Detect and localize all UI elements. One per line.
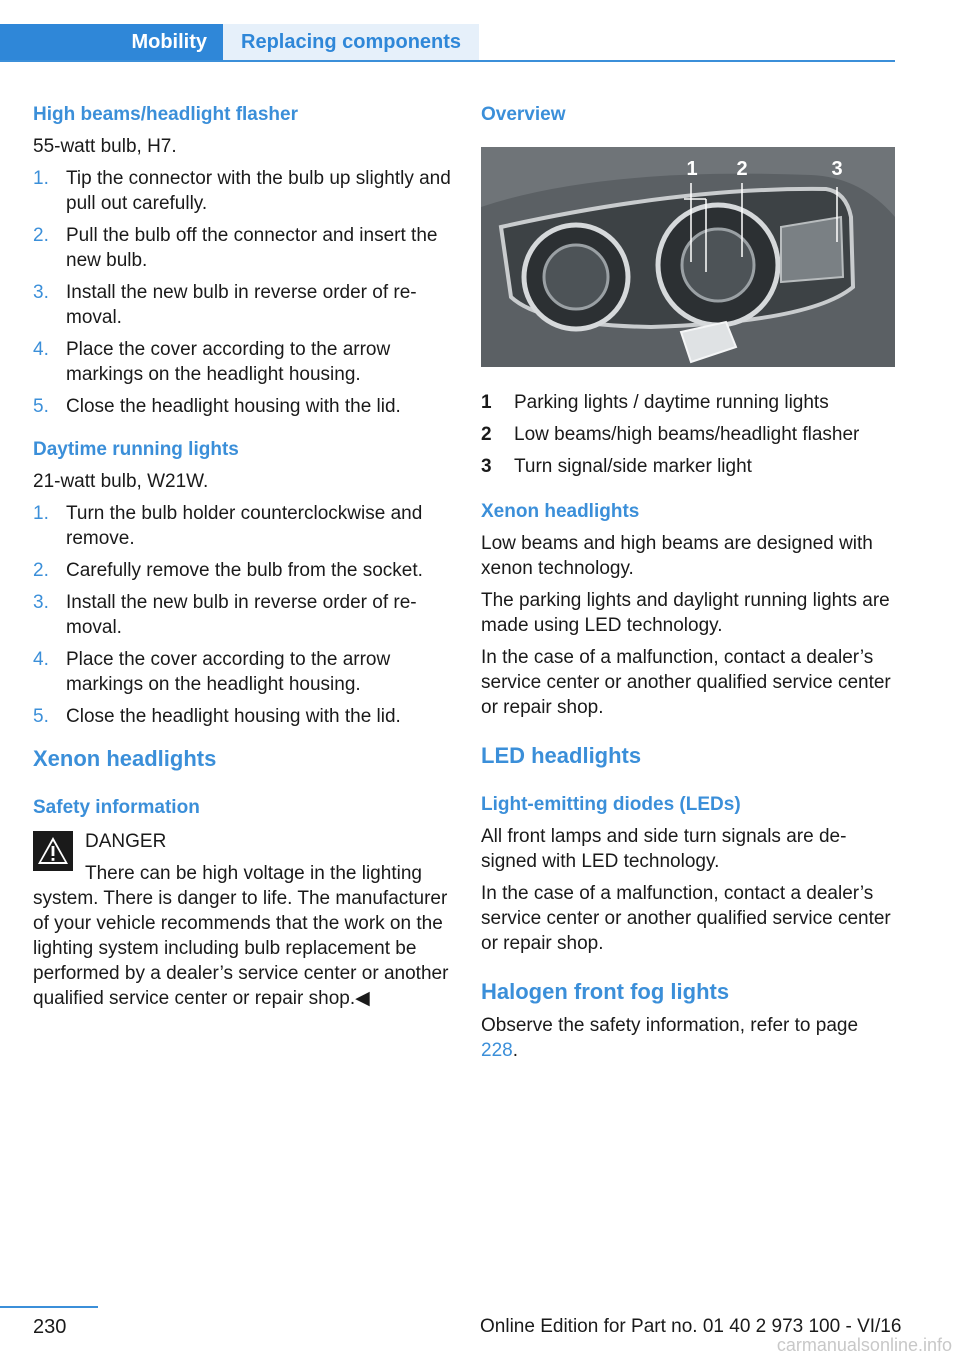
drl-steps: [33, 501, 451, 729]
led-subheading: Light-emitting diodes (LEDs): [481, 794, 741, 815]
led-para-1: All front lamps and side turn signals are designed with LED technology.: [481, 826, 847, 872]
step-text: Turn the bulb holder counterclockwise and remove.: [66, 503, 423, 549]
legend-text: Turn signal/side marker light: [514, 456, 752, 477]
highbeam-steps: [33, 166, 451, 419]
fog-heading: Halogen front fog lights: [481, 979, 730, 1004]
xenon-para-2: The parking lights and daylight running lights are made using LED technology.: [481, 590, 890, 636]
figure-label-2: 2: [736, 158, 748, 180]
right-column: [481, 102, 895, 1063]
danger-notice: [33, 829, 451, 1011]
legend-item: [481, 422, 895, 447]
step-text: Close the headlight housing with the lid.: [66, 396, 401, 417]
highbeam-spec: 55-watt bulb, H7.: [33, 136, 177, 157]
watermark: carmanualsonline.info: [776, 1335, 952, 1355]
step-number: 3.: [33, 282, 49, 303]
step-number: 4.: [33, 649, 49, 670]
drl-heading: Daytime running lights: [33, 439, 239, 460]
highbeam-heading: High beams/headlight flasher: [33, 104, 298, 125]
safety-heading: Safety information: [33, 797, 200, 818]
warning-triangle-icon: [33, 831, 73, 871]
step-text: Close the headlight housing with the lid.: [66, 706, 401, 727]
legend-number: 3: [481, 456, 492, 477]
step-item: [33, 704, 451, 729]
figure-label-3: 3: [831, 158, 843, 180]
headlight-figure: [481, 147, 895, 367]
led-heading: LED headlights: [481, 743, 642, 768]
left-column: [33, 102, 451, 1011]
step-text: Tip the connector with the bulb up slightly and pull out carefully.: [66, 168, 451, 214]
legend-text: Low beams/high beams/headlight flasher: [514, 424, 860, 445]
danger-text-rest: system. There is danger to life. The manufacturer of your vehicle recommends that the work on the lighting system including bulb replacement be performed by a dealer’s service center or another qualified service center or repair shop.◀: [33, 888, 449, 1009]
header-rule: [0, 60, 895, 62]
footer-rule: [0, 1306, 98, 1308]
legend-number: 1: [481, 392, 492, 413]
step-text: Place the cover according to the arrow markings on the headlight housing.: [66, 339, 391, 385]
xenon-para-1: Low beams and high beams are designed with xenon technology.: [481, 533, 873, 579]
subsection-tab[interactable]: Replacing components: [223, 24, 479, 60]
page-header: [0, 24, 895, 62]
step-number: 5.: [33, 396, 49, 417]
fog-para-end: .: [512, 1040, 518, 1061]
step-item: [33, 337, 451, 387]
overview-heading: Overview: [481, 104, 566, 125]
step-item: [33, 166, 451, 216]
page-number: 230: [33, 1316, 67, 1338]
section-tab[interactable]: Mobility: [0, 24, 223, 60]
xenon-para-3: In the case of a malfunction, contact a dealer’s service center or another qualified service center or repair shop.: [481, 647, 891, 718]
step-number: 4.: [33, 339, 49, 360]
page-link[interactable]: 228: [481, 1040, 513, 1061]
danger-text-first: There can be high voltage in the lighting: [85, 863, 422, 884]
step-text: Install the new bulb in reverse order of removal.: [66, 282, 417, 328]
step-text: Install the new bulb in reverse order of removal.: [66, 592, 417, 638]
drl-spec: 21-watt bulb, W21W.: [33, 471, 209, 492]
xenon-heading: Xenon headlights: [33, 746, 217, 771]
edition-text: Online Edition for Part no. 01 40 2 973 100 - VI/16: [480, 1316, 902, 1337]
step-item: [33, 590, 451, 640]
step-item: [33, 223, 451, 273]
step-number: 3.: [33, 592, 49, 613]
step-item: [33, 558, 451, 583]
step-number: 2.: [33, 560, 49, 581]
fog-para-text: Observe the safety information, refer to page: [481, 1015, 859, 1036]
led-para-2: In the case of a malfunction, contact a dealer’s service center or another qualified service center or repair shop.: [481, 883, 891, 954]
step-number: 1.: [33, 168, 49, 189]
step-number: 5.: [33, 706, 49, 727]
legend-text: Parking lights / daytime running lights: [514, 392, 829, 413]
step-number: 2.: [33, 225, 49, 246]
figure-legend: [481, 390, 895, 479]
step-number: 1.: [33, 503, 49, 524]
step-text: Pull the bulb off the connector and insert the new bulb.: [66, 225, 438, 271]
step-item: [33, 280, 451, 330]
step-item: [33, 647, 451, 697]
step-text: Carefully remove the bulb from the socket.: [66, 560, 423, 581]
legend-item: [481, 390, 895, 415]
legend-number: 2: [481, 424, 492, 445]
legend-item: [481, 454, 895, 479]
xenon-subheading: Xenon headlights: [481, 501, 640, 522]
figure-label-1: 1: [686, 158, 698, 180]
danger-label: DANGER: [85, 831, 167, 852]
step-text: Place the cover according to the arrow markings on the headlight housing.: [66, 649, 391, 695]
step-item: [33, 501, 451, 551]
step-item: [33, 394, 451, 419]
fog-para: [481, 1013, 895, 1063]
